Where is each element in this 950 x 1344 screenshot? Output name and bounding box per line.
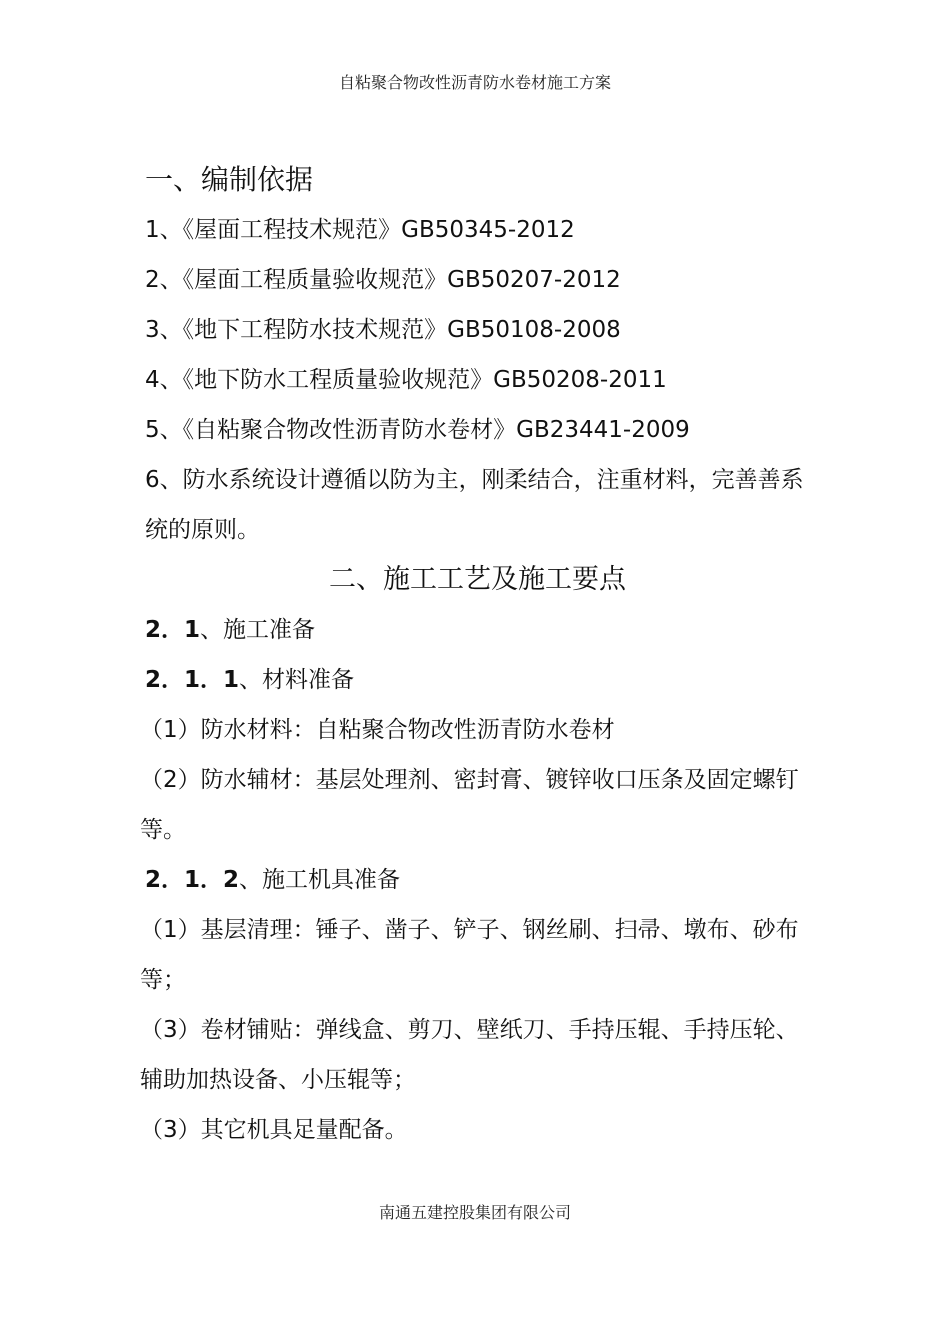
section-heading-process: 二、施工工艺及施工要点 (329, 564, 626, 595)
material-item: （1）防水材料：自粘聚合物改性沥青防水卷材 (140, 717, 615, 743)
document-body (140, 155, 810, 1155)
tool-item: （3）卷材铺贴：弹线盒、剪刀、壁纸刀、手持压辊、手持压轮、辅助加热设备、小压辊等； (140, 1017, 799, 1093)
subsection-number: 2．1 (145, 617, 201, 643)
subsection-heading-preparation (145, 605, 810, 655)
tool-item: （3）其它机具足量配备。 (140, 1117, 408, 1143)
subsection-title: 、材料准备 (239, 667, 355, 693)
subsection-title: 、施工机具准备 (239, 867, 401, 893)
basis-item: 2、《屋面工程质量验收规范》GB50207-2012 (145, 267, 621, 293)
page-footer: 南通五建控股集团有限公司 (378, 1203, 571, 1222)
subsection-number: 2．1．2 (145, 867, 240, 893)
subsection-heading-materials (145, 655, 810, 705)
page-header: 自粘聚合物改性沥青防水卷材施工方案 (338, 73, 611, 92)
basis-item: 5、《自粘聚合物改性沥青防水卷材》GB23441-2009 (145, 417, 690, 443)
material-item: （2）防水辅材：基层处理剂、密封膏、镀锌收口压条及固定螺钉等。 (140, 767, 799, 843)
subsection-number: 2．1．1 (145, 667, 240, 693)
tool-item: （1）基层清理：锤子、凿子、铲子、钢丝刷、扫帚、墩布、砂布等； (140, 917, 799, 993)
basis-item: 3、《地下工程防水技术规范》GB50108-2008 (145, 317, 621, 343)
subsection-heading-tools (145, 855, 810, 905)
basis-item: 4、《地下防水工程质量验收规范》GB50208-2011 (145, 367, 667, 393)
subsection-title: 、施工准备 (200, 617, 316, 643)
section-heading-basis: 一、编制依据 (145, 163, 314, 196)
basis-item: 1、《屋面工程技术规范》GB50345-2012 (145, 217, 575, 243)
basis-item: 6、防水系统设计遵循以防为主，刚柔结合，注重材料，完善善系统的原则。 (145, 467, 804, 543)
